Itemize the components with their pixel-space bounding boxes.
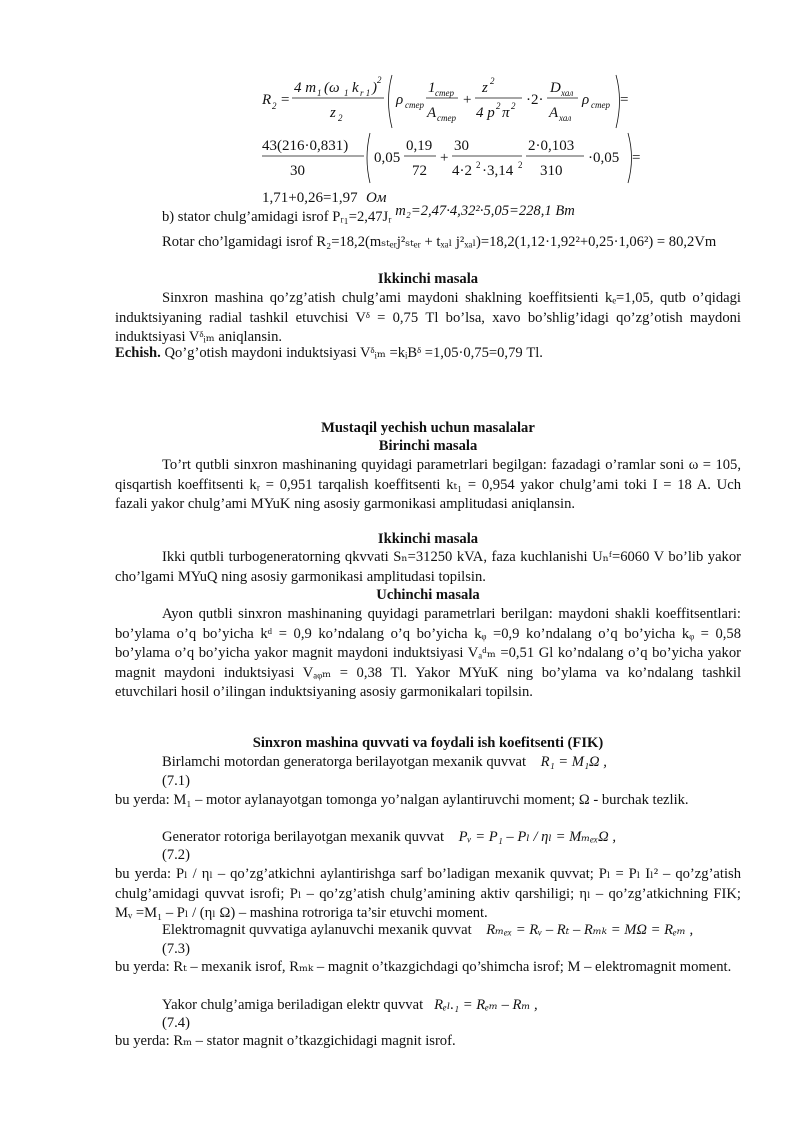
paragraph-7-3	[115, 921, 741, 941]
heading-mustaqil: Mustaqil yechish uchun masalalar	[321, 420, 535, 436]
svg-text:=: =	[280, 92, 291, 108]
svg-text:·3,14: ·3,14	[482, 163, 514, 179]
formula-7-1: R₁ = M₁Ω ,	[540, 754, 607, 770]
svg-text:стер: стер	[405, 100, 424, 110]
svg-text:A: A	[427, 105, 437, 121]
svg-text:72: 72	[412, 163, 427, 179]
svg-text:0,05: 0,05	[374, 150, 401, 166]
equation-number-7-4: (7.4)	[162, 1015, 190, 1031]
paragraph-ikkinchi-masala-2: Ikki qutbli turbogeneratorning qkvvati Sₙ=31250 kVA, faza kuchlanishi Uₙᶠ=6060 V bo’lib yakor cho’lgami MYuQ ning asosiy garmonikasi amplitudasi topilsin.	[115, 549, 741, 585]
svg-text:4·2: 4·2	[452, 163, 472, 179]
svg-text:хал: хал	[561, 88, 574, 98]
svg-text:·0,05: ·0,05	[588, 150, 620, 166]
formula-r2-graphic	[260, 70, 660, 210]
svg-text:стер: стер	[435, 88, 454, 98]
equation-number-7-1: (7.1)	[162, 773, 190, 789]
svg-text:1: 1	[317, 88, 322, 98]
svg-text:0,19: 0,19	[406, 138, 433, 154]
heading-ikkinchi-masala-2: Ikkinchi masala	[377, 531, 479, 547]
stator-loss-text: b) stator chulg’amidagi isrof Pᵣ₁=2,47Jᵣ	[162, 209, 392, 225]
equation-number-7-2: (7.2)	[162, 847, 190, 863]
paragraph-7-1	[115, 753, 741, 773]
svg-text:R: R	[262, 92, 272, 108]
svg-text:2: 2	[511, 101, 516, 111]
paragraph-ikkinchi-masala: Sinxron mashina qo’zg’atish chulg’ami maydoni shaklning koeffitsienti kₑ=1,05, qutb o’qidagi induktsiyaning radial tashkil etuvchisi Vᵟ = 0,75 Tl bo’lsa, xavo bo’shlig’idagi qo’zg’otish maydoni induktsiyasi Vᵟᵢₘ aniqlansin.	[115, 290, 741, 346]
echish-label: Echish.	[115, 345, 161, 361]
svg-text:=: =	[620, 92, 629, 108]
paragraph-7-1-where: bu yerda: M₁ – motor aylanayotgan tomonga yo’nalgan aylantiruvchi moment; Ω - burchak tezlik.	[115, 792, 689, 808]
svg-text:1,71+0,26=1,97: 1,71+0,26=1,97	[262, 190, 358, 206]
svg-text:k: k	[352, 80, 359, 96]
formula-7-4: Rₑₗ.₁ = Rₑₘ – Rₘ ,	[434, 997, 538, 1013]
svg-text:z: z	[330, 105, 336, 121]
paragraph-rotor-loss: Rotar cho’lgamidagi isrof R₂=18,2(mₛₜₑᵣj²ₛₜₑᵣ + tₓₐₗ j²ₓₐₗ)=18,2(1,12·1,92²+0,25·1,06²) = 80,2Vm	[162, 234, 717, 250]
text-7-1: Birlamchi motordan generatorga berilayotgan mexanik quvvat	[162, 754, 527, 770]
svg-text:+: +	[440, 150, 449, 166]
svg-text:ρ: ρ	[396, 92, 404, 108]
svg-text:r 1: r 1	[360, 88, 371, 98]
svg-text:хал: хал	[559, 113, 572, 123]
svg-text:4 m: 4 m	[294, 80, 317, 96]
heading-sinxron-fik: Sinxron mashina quvvati va foydali ish koefitsenti (FIK)	[252, 735, 604, 751]
svg-text:4 p: 4 p	[476, 105, 495, 121]
svg-text:1: 1	[428, 80, 436, 96]
svg-text:=: =	[632, 150, 641, 166]
svg-text:30: 30	[290, 163, 305, 179]
equation-number-7-3: (7.3)	[162, 941, 190, 957]
svg-text:(ω: (ω	[324, 80, 340, 96]
svg-text:ρ: ρ	[582, 92, 590, 108]
svg-text:·2·: ·2·	[526, 92, 544, 108]
paragraph-7-3-where: bu yerda: Rₜ – mexanik isrof, Rₘₖ – magnit o’tkazgichdagi qo’shimcha isrof; M – elektromagnit moment.	[115, 959, 732, 975]
formula-7-3: Rₘₑₓ = Rᵥ – Rₜ – Rₘₖ = MΩ = Rₑₘ ,	[486, 922, 694, 938]
svg-text:2·0,103: 2·0,103	[528, 138, 575, 154]
svg-text:π: π	[502, 105, 510, 121]
svg-text:стер: стер	[437, 113, 456, 123]
heading-ikkinchi-masala: Ikkinchi masala	[377, 271, 479, 287]
svg-text:Ом: Ом	[366, 190, 387, 206]
heading-birinchi-masala: Birinchi masala	[378, 438, 478, 454]
paragraph-7-4	[115, 996, 741, 1016]
paragraph-7-2-where: bu yerda: Pₗ / ηₗ – qo’zg’atkichni aylantirishga sarf bo’ladigan mexanik quvvat; Pₗ = Pₗ Iₗ² – qo’zg’atish chulg’amidagi quvvat isrofi; Pₗ – qo’zg’atish chulg’amining aktiv qarshiligi; ηₗ – qo’zg’atkichning FIK; Mᵥ =M₁ – Pₗ / (ηₗ Ω) – mashina rotroriga ta’sir etuvchi moment.	[115, 866, 741, 922]
paragraph-stator-loss	[115, 203, 741, 228]
svg-text:): )	[372, 80, 377, 96]
svg-text:2: 2	[490, 76, 495, 86]
svg-text:43(216·0,831): 43(216·0,831)	[262, 138, 349, 154]
svg-text:D: D	[550, 80, 561, 96]
paragraph-uchinchi-masala: Ayon qutbli sinxron mashinaning quyidagi parametrlari berilgan: maydoni shakli koeffitsentlari: bo’ylama o’q bo’yicha kᵈ = 0,9 ko’ndalang o’q bo’yicha kᵩ =0,9 ko’ndalang o’q bo’yicha kᵩ = 0,58 bo’ylama o’q bo’yicha yakor magnit maydoni induktsiyasi Vₐᵈₘ =0,51 Gl ko’ndalang o’q bo’yicha yakor magnit maydoni induktsiyasi Vₐᵩₘ = 0,38 Tl. Yakor MYuK ning bo’ylama va ko’ndalang tashkil etuvchilari hosil o’ilingan induktsiyaning asosiy garmonikalari topilsin.	[115, 606, 741, 701]
svg-text:310: 310	[540, 163, 563, 179]
paragraph-birinchi-masala: To’rt qutbli sinxron mashinaning quyidagi parametrlari begilgan: fazadagi o’ramlar soni ω = 105, qisqartish koeffitsenti kᵣ = 0,951 tarqalish koeffitsenti kₜ₁ = 0,954 yakor chulg’ami toki I = 18 A. Uch fazali yakor chulg’ami MYuK ning asosiy garmonikasi amplitudasi aniqlansin.	[115, 457, 741, 513]
svg-text:A: A	[549, 105, 559, 121]
svg-text:z: z	[482, 80, 488, 96]
paragraph-7-4-where: bu yerda: Rₘ – stator magnit o’tkazgichidagi magnit isrof.	[115, 1033, 456, 1049]
svg-text:2: 2	[476, 160, 481, 170]
svg-text:+: +	[463, 92, 472, 108]
svg-text:2: 2	[518, 160, 523, 170]
paragraph-echish	[115, 344, 741, 364]
svg-text:2: 2	[496, 101, 501, 111]
svg-text:2: 2	[338, 113, 343, 123]
echish-text: Qo’g’otish maydoni induktsiyasi Vᵟᵢₘ =kᵢBᵟ =1,05·0,75=0,79 Tl.	[160, 345, 543, 361]
svg-text:1: 1	[344, 88, 349, 98]
heading-uchinchi-masala: Uchinchi masala	[376, 587, 480, 603]
paragraph-7-2	[115, 828, 741, 848]
svg-text:30: 30	[454, 138, 469, 154]
svg-text:2: 2	[272, 101, 277, 111]
text-7-3: Elektromagnit quvvatiga aylanuvchi mexanik quvvat	[162, 922, 472, 938]
svg-text:стер: стер	[591, 100, 610, 110]
text-7-2: Generator rotoriga berilayotgan mexanik quvvat	[162, 829, 445, 845]
formula-7-2: Pᵥ = P₁ – Pₗ / ηₗ = MₘₑₓΩ ,	[458, 829, 617, 845]
stator-loss-formula: m₂=2,47·4,32²·5,05=228,1 Bm	[395, 203, 575, 219]
svg-text:2: 2	[377, 75, 382, 85]
text-7-4: Yakor chulg’amiga beriladigan elektr quvvat	[162, 997, 424, 1013]
